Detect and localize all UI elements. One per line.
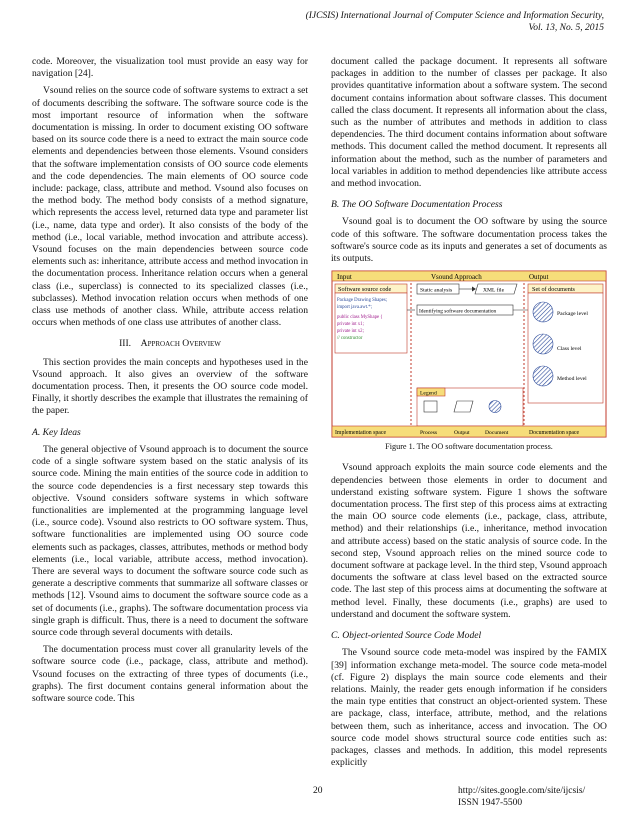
code-line: private int x2;	[337, 329, 364, 335]
paragraph: Vsound goal is to document the OO software by using the source code of this software. The software documentation process takes the software's source code as its inputs and generates a set of documents as its outputs.	[331, 216, 607, 265]
paragraph: Vsound relies on the source code of software systems to extract a set of documents describing the software. The software source code is the most important resource of information when the software documentation is missing. In order to document existing OO software based on its source code there is a need to extract the main source code elements and dependencies between those elements. Vsound considers that the software implementation consists of OO source code elements and the code dependencies. The main elements of OO source code include: package, class, attribute and method. Vsound also focuses on the method body. The method body consists of a method signature, which represents the access level, returned data type and parameter list (i.e., name, data type and order). It also consists of the body of the method (i.e., local variable, method invocation and attribute access). Vsound focuses on the main dependencies between source code elements such as: inheritance, attribute access and method invocation in the documentation process. Inheritance relation occurs when a general class (i.e., superclass) is connected to its specialized classes (i.e., subclasses). Method invocation relation occurs when methods of one class use methods of another class. While, attribute access relation occurs when methods of one class use attributes of another class.	[32, 85, 308, 329]
footer-info	[458, 785, 585, 809]
package-level-label: Package level	[557, 311, 588, 318]
code-line: // constructor	[337, 336, 363, 342]
input-label: Input	[337, 273, 352, 282]
section-heading	[32, 338, 308, 350]
paragraph: The Vsound source code meta-model was inspired by the FAMIX [39] information exchange meta-model. The source code meta-model (cf. Figure 2) displays the main source code elements and their relations. Mainly, the reader gets enough information if he considers the main type entities that construct an object-oriented system. These are package, class, interface, attribute, method, and the relations between them, such as inheritance, access and invocation. The OO source code model shows structural source code entities such as: packages, classes and methods. In addition, this model represents explicitly	[331, 647, 607, 769]
paragraph: document called the package document. It represents all software packages in addition to the number of classes per package. It also provides quantitative information about a software system. The second document contains information about software classes. This document called the class document. It represents all information about the class, such as the number of attributes and methods in addition to class dependencies. The third document contains information about software methods. This document called the method document. It represents all information about the method, such as the number of parameters and local variables in addition to method dependencies like attribute access and method invocation.	[331, 56, 607, 190]
legend-document-label: Document	[485, 430, 509, 437]
running-header	[204, 10, 604, 34]
identifying-label: Identifying software documentation	[419, 308, 497, 315]
journal-name: (IJCSIS) International Journal of Computer Science and Information Security,	[305, 11, 604, 21]
package-level-icon	[533, 302, 553, 322]
subsection-heading: A. Key Ideas	[32, 426, 81, 438]
code-line: private int x1;	[337, 322, 364, 328]
source-code-title: Software source code	[338, 286, 392, 294]
code-line: Package Drawing Shapes;	[337, 298, 388, 304]
code-line: import java.awt.*;	[337, 305, 373, 311]
figure-diagram	[331, 270, 607, 438]
legend-document-icon	[489, 401, 501, 413]
xml-file-label: XML file	[483, 287, 505, 294]
subsection-heading: B. The OO Software Documentation Process	[331, 199, 503, 211]
legend-process-label: Process	[420, 430, 438, 437]
code-line: public class MyShape {	[337, 315, 383, 321]
right-column	[331, 56, 607, 774]
method-level-icon	[533, 366, 553, 386]
legend-output-icon	[454, 401, 473, 412]
implementation-space-label: Implementation space	[335, 430, 387, 437]
page-number: 20	[313, 786, 323, 796]
method-level-label: Method level	[557, 376, 587, 383]
journal-url: http://sites.google.com/site/ijcsis/	[458, 786, 586, 796]
left-column	[32, 56, 308, 710]
legend-output-label: Output	[454, 430, 470, 437]
legend-process-icon	[424, 401, 437, 412]
paragraph: The general objective of Vsound approach is to document the source code of a single software system based on the static analysis of its source code. Mining the main entities of the source code in addition to the source code dependencies is a first necessary step towards this objective. Vsound considers software systems in which software functionalities are implemented at the programming language level (i.e., source code). Vsound also restricts to OO software system. Thus, software functionalities are implemented using OO source code elements such as packages, classes, attributes, methods or method body elements (i.e., local variable, attribute access, method invocation). There are several ways to document the software source code such as generate a descriptive comments that summarize all software classes or methods [12]. Vsound aims to document the software source code as a set of documents (i.e., graphs). The software documentation process via single graph is difficult. Thus, there is a need to document the software source code through several documents with details.	[32, 443, 308, 638]
approach-label: Vsound Approach	[431, 273, 482, 282]
subsection-heading: C. Object-oriented Source Code Model	[331, 630, 482, 642]
section-title: Approach Overview	[140, 338, 221, 350]
legend-title: Legend	[420, 390, 437, 397]
documents-title: Set of documents	[532, 286, 575, 294]
issn: ISSN 1947-5500	[458, 798, 523, 808]
static-analysis-label: Static analysis	[420, 287, 453, 294]
output-label: Output	[529, 273, 549, 282]
paragraph: This section provides the main concepts and hypotheses used in the Vsound approach. It also gives an overview of the software documentation process. Then, it presents the OO source code model. Finally, it shortly describes the example that illustrates the remaining of the paper.	[32, 356, 308, 417]
figure-1	[331, 270, 607, 438]
paragraph: code. Moreover, the visualization tool must provide an easy way for navigation [24].	[32, 56, 308, 80]
class-level-label: Class level	[557, 346, 582, 353]
section-number: III.	[119, 338, 132, 350]
journal-volume: Vol. 13, No. 5, 2015	[528, 23, 604, 33]
paragraph: The documentation process must cover all granularity levels of the software source code (i.e., package, class, attribute and method). Vsound focuses on the extracting of three types of documents (i.e., graphs). The first document contains general information about the software source code. This	[32, 644, 308, 704]
documentation-space-label: Documentation space	[529, 430, 580, 437]
figure-caption: Figure 1. The OO software documentation process.	[385, 442, 553, 452]
class-level-icon	[533, 334, 553, 354]
paragraph: Vsound approach exploits the main source code elements and the dependencies between those elements in order to document and understand existing software system. Figure 1 shows the software documentation process. The first step of this process aims at extracting the main OO source code elements (i.e., package, class, attribute, method) and their relationships (i.e., inheritance, method invocation and attribute access) based on the static analysis of source code. In the second step, Vsound approach relies on the mined source code to document software at package level. In the third step, Vsound approach documents the software at class level based on the extracted source code. The last step of this process aims at documenting the software at method level. Finally, these documents (i.e., graphs) are used to understand and document the software system.	[331, 462, 607, 620]
